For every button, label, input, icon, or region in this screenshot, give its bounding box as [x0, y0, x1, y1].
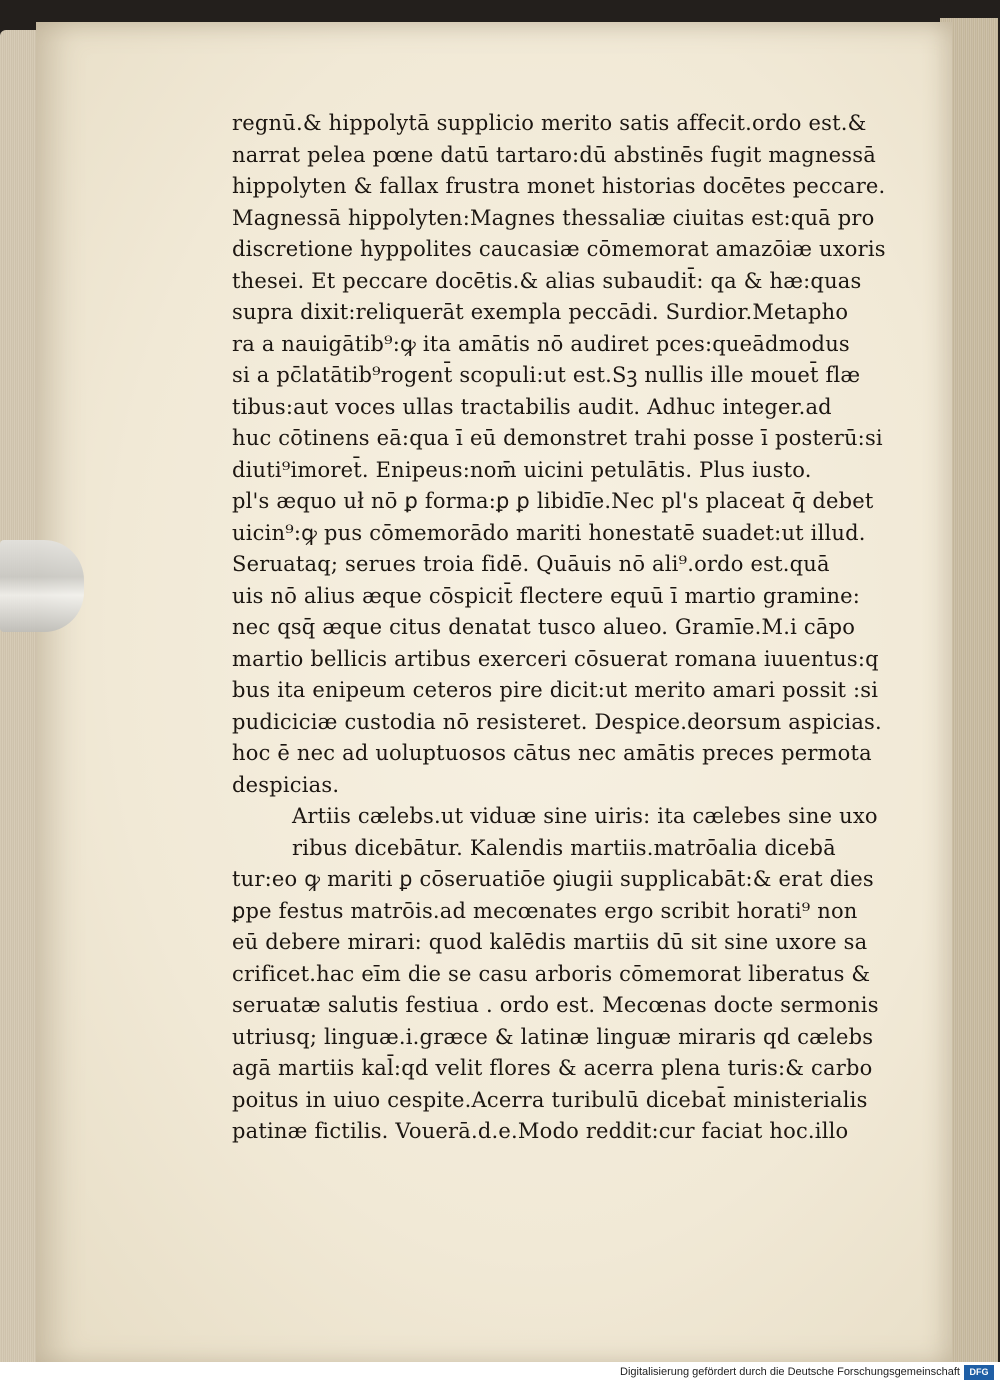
dfg-logo: DFG	[964, 1365, 994, 1380]
text-line: patinæ fictilis. Vouerā.d.e.Modo reddit:cur faciat hoc.illo	[232, 1119, 849, 1143]
text-line: tibus:aut voces ullas tractabilis audit. Adhuc integer.ad	[232, 394, 832, 419]
text-line: eū debere mirari: quod kalēdis martiis dū sit sine uxore sa	[232, 930, 868, 954]
text-line: si a pc̄latātib⁹rogent̄ scopuli:ut est.Sꝫ nullis ille mouet̄ flæ	[232, 363, 861, 387]
text-line: Artiis cælebs.ut viduæ sine uiris: ita cælebes sine uxo	[292, 804, 878, 828]
text-line: supra dixit:reliquerāt exempla peccādi. Surdior.Metapho	[232, 300, 849, 324]
text-line: narrat pelea pœne datū tartaro:dū abstinēs fugit magnessā	[232, 142, 876, 167]
text-line: discretione hyppolites caucasiæ cōmemorat amazōiæ uxoris	[232, 237, 886, 261]
text-line: nec qsq̄ æque citus denatat tusco alueo. Gramīe.M.i cāpo	[232, 615, 856, 639]
text-line: martio bellicis artibus exerceri cōsuerat romana iuuentus:q	[232, 646, 879, 671]
text-line: huc cōtinens eā:qua ī eū demonstret trahi posse ī posterū:si	[232, 426, 883, 450]
text-line: tur:eo ꝙ mariti ꝑ cōseruatiōe ꝯiugii supplicabāt:& erat dies	[232, 867, 874, 891]
page-text	[232, 108, 886, 1148]
text-line: hoc ē nec ad uoluptuosos cātus nec amātis preces permota	[232, 741, 872, 765]
text-line: ꝑpe festus matrōis.ad mecœnates ergo scribit horati⁹ non	[232, 898, 858, 923]
text-line: seruatæ salutis festiua . ordo est. Mecœnas docte sermonis	[232, 993, 879, 1017]
text-line: regnū.& hippolytā supplicio merito satis affecit.ordo est.&	[232, 111, 867, 135]
text-line: ribus dicebātur. Kalendis martiis.matrōalia dicebā	[292, 835, 836, 860]
funding-credit: Digitalisierung gefördert durch die Deutsche Forschungsgemeinschaft	[620, 1366, 960, 1378]
text-line: uis nō alius æque cōspicit̄ flectere equū ī martio gramine:	[232, 583, 861, 608]
text-line: thesei. Et peccare docētis.& alias subaudit̄: qa & hæ:quas	[232, 268, 862, 293]
text-line: poitus in uiuo cespite.Acerra turibulū dicebat̄ ministerialis	[232, 1087, 868, 1112]
text-line: diuti⁹imoret̄. Enipeus:nom̄ uicini petulātis. Plus iusto.	[232, 457, 812, 482]
page-clip	[0, 540, 84, 632]
text-line: utriusq; linguæ.i.græce & latinæ linguæ miraris qd cælebs	[232, 1024, 874, 1049]
text-line: Magnessā hippolyten:Magnes thessaliæ ciuitas est:quā pro	[232, 205, 875, 230]
text-line: pudiciciæ custodia nō resisteret. Despice.deorsum aspicias.	[232, 709, 882, 734]
text-line: pl's æquo uł nō ꝑ forma:ꝑ ꝑ libidīe.Nec pl's placeat q̄ debet	[232, 489, 874, 513]
footer-bar	[0, 1362, 1000, 1385]
text-line: ra a nauigātib⁹:ꝙ ita amātis nō audiret pces:queādmodus	[232, 331, 850, 356]
text-line: despicias.	[232, 772, 340, 797]
text-line: bus ita enipeum ceteros pire dicit:ut merito amari possit :si	[232, 678, 879, 702]
text-line: agā martiis kal̄:qd velit flores & acerra plena turis:& carbo	[232, 1056, 873, 1080]
text-line: uicin⁹:ꝙ pus cōmemorādo mariti honestatē suadet:ut illud.	[232, 520, 866, 545]
text-line: crificet.hac eīm die se casu arboris cōmemorat liberatus &	[232, 961, 871, 986]
text-line: hippolyten & fallax frustra monet historias docētes peccare.	[232, 174, 886, 198]
text-line: Seruataq; serues troia fidē. Quāuis nō ali⁹.ordo est.quā	[232, 552, 830, 576]
